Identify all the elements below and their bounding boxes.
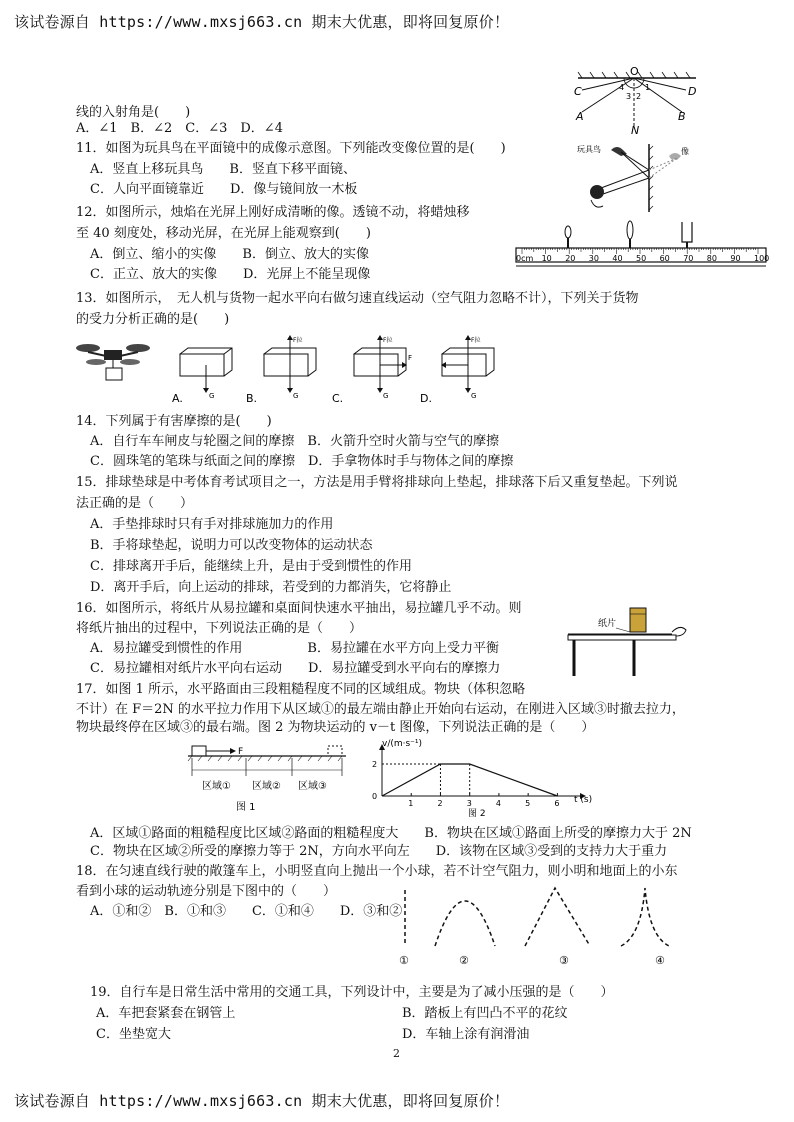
q10-label-O: O [630, 65, 639, 78]
q17-stem-3: 物块最终停在区域③的最右端。图 2 为物块运动的 v－t 图像，下列说法正确的是（ ） [76, 720, 595, 735]
vt-x-tick-label: 6 [554, 799, 560, 808]
q10-label-D: D [688, 85, 697, 98]
option-b-lift: F拉 [293, 337, 303, 344]
q16-label-paper: 纸片 [598, 619, 617, 629]
q11-options-cd: C．人向平面镜靠近 D．像与镜间放一木板 [90, 182, 358, 197]
q13-stem-2: 的受力分析正确的是( ) [76, 312, 230, 327]
vt-x-tick-label: 1 [408, 799, 414, 808]
q18-mark-4: ④ [655, 954, 665, 967]
q14-stem: 14．下列属于有害摩擦的是( ) [76, 414, 272, 429]
ruler-tick-label: 10 [541, 254, 552, 263]
vt-xlabel: t (s) [574, 795, 593, 805]
q16-options-cd: C．易拉罐相对纸片水平向右运动 D．易拉罐受到水平向右的摩擦力 [90, 661, 501, 676]
ruler-tick-label: 0cm [516, 254, 534, 263]
ruler-tick-label: 60 [659, 254, 670, 263]
q14-options-ab: A．自行车车闸皮与轮圈之间的摩擦 B．火箭升空时火箭与空气的摩擦 [90, 434, 499, 449]
q17-stem-2: 不计）在 F＝2N 的水平拉力作用下从区域①的最左端由静止开始向右运动，在刚进入区域③时撤去拉力， [76, 702, 685, 717]
q10-label-N: N [631, 124, 640, 137]
option-a-gravity: G [209, 392, 215, 400]
q10-label-A: A [576, 110, 584, 123]
vt-title: 图 2 [468, 809, 486, 819]
q18-trajectories [395, 886, 695, 966]
q15-option-d: D．离开手后，向上运动的排球，若受到的力都消失，它将静止 [90, 580, 452, 595]
vt-ylabel: v/(m·s⁻¹) [382, 739, 423, 749]
q18-mark-1: ① [399, 954, 409, 967]
ruler-tick-label: 80 [706, 254, 717, 263]
ruler-tick-label: 90 [730, 254, 741, 263]
q12-options-ab: A．倒立、缩小的实像 B．倒立、放大的实像 [90, 247, 369, 262]
page-number: 2 [393, 1047, 400, 1060]
q11-options-ab: A．竖直上移玩具鸟 B．竖直下移平面镜、 [90, 162, 356, 177]
vt-y-tick-label: 0 [372, 792, 378, 801]
q16-stem-2: 将纸片抽出的过程中，下列说法正确的是（ ） [76, 621, 363, 636]
option-c-gravity: G [383, 392, 389, 400]
q18-options: A．①和② B．①和③ C．①和④ D．③和② [90, 904, 403, 919]
option-d-diagram [420, 335, 494, 405]
q10-angle-2: 2 [636, 92, 642, 101]
q12-optical-bench [512, 218, 774, 272]
ruler-tick-label: 30 [588, 254, 599, 263]
q15-option-b: B．手将球垫起，说明力可以改变物体的运动状态 [90, 538, 373, 553]
q10-label-C: C [574, 85, 582, 98]
vt-x-tick-label: 5 [525, 799, 531, 808]
q17-options-ab: A．区域①路面的粗糙程度比区域②路面的粗糙程度大 B．物块在区域①路面上所受的摩擦力大于 2N [90, 826, 692, 841]
q11-label-image: 像 [681, 147, 689, 156]
q12-stem-1: 12．如图所示，烛焰在光屏上刚好成清晰的像。透镜不动，将蜡烛移 [76, 205, 470, 220]
q19-option-b: B．踏板上有凹凸不平的花纹 [402, 1006, 568, 1021]
q16-can-table-diagram [568, 608, 688, 680]
ruler-tick-label: 20 [565, 254, 576, 263]
option-d-label: D. [420, 392, 432, 405]
q18-mark-2: ② [459, 954, 469, 967]
q13-stem-1: 13．如图所示， 无人机与货物一起水平向右做匀速直线运动（空气阻力忽略不计），下列关于货物 [76, 291, 639, 306]
vt-x-tick-label: 3 [466, 799, 472, 808]
option-a-diagram [172, 348, 232, 405]
vt-x-tick-label: 4 [495, 799, 502, 808]
q17-vt-chart [362, 736, 602, 818]
q19-option-c: C．坐垫宽大 [96, 1027, 171, 1042]
q10-label-B: B [678, 110, 686, 123]
q15-option-c: C．排球离开手后，能继续上升，是由于受到惯性的作用 [90, 559, 412, 574]
option-a-label: A. [172, 392, 183, 405]
q18-stem-1: 18．在匀速直线行驶的敞篷车上，小明竖直向上抛出一个小球，若不计空气阻力，则小明和地面上的小东 [76, 864, 678, 879]
drone-with-cargo [76, 344, 150, 380]
option-c-lift: F拉 [383, 337, 393, 344]
q11-label-bird: 玩具鸟 [577, 145, 601, 154]
q15-option-a: A．手垫排球时只有手对排球施加力的作用 [90, 517, 334, 532]
q16-stem-1: 16．如图所示，将纸片从易拉罐和桌面间快速水平抽出，易拉罐几乎不动。则 [76, 601, 522, 616]
q10-angle-4: 4 [619, 83, 625, 92]
q10-options: A．∠1 B．∠2 C．∠3 D．∠4 [76, 121, 283, 136]
q17-fig1-zone2: 区域② [252, 781, 281, 792]
q14-options-cd: C．圆珠笔的笔珠与纸面之间的摩擦 D．手拿物体时手与物体之间的摩擦 [90, 454, 514, 469]
ruler-tick-label: 100 [754, 254, 770, 263]
q11-mirror-bird-diagram [577, 142, 697, 214]
q19-option-d: D．车轴上涂有润滑油 [402, 1027, 530, 1042]
q10-angle-3: 3 [626, 92, 632, 101]
q19-option-a: A．车把套紧套在钢管上 [96, 1006, 236, 1021]
ruler-tick-label: 50 [636, 254, 647, 263]
option-b-label: B. [246, 392, 258, 405]
q17-fig1-zone3: 区域③ [298, 781, 327, 792]
option-d-lift: F拉 [471, 337, 481, 344]
vt-x-tick-label: 2 [437, 799, 443, 808]
ruler-tick-label: 40 [612, 254, 623, 263]
q10-tail: 线的入射角是( ) [76, 105, 191, 120]
option-c-diagram [332, 335, 412, 405]
q15-stem-2: 法正确的是（ ） [76, 496, 194, 511]
page-footer: 该试卷源自 https://www.mxsj663.cn 期末大优惠，即将回复原价！ [14, 1092, 510, 1110]
q12-stem-2: 至 40 刻度处，移动光屏，在光屏上能观察到( ) [76, 226, 371, 241]
q17-figure-1 [188, 742, 348, 812]
q15-stem: 15．排球垫球是中考体育考试项目之一，方法是用手臂将排球向上垫起，排球落下后又重复垫起。下列说 [76, 475, 678, 490]
q18-stem-2: 看到小球的运动轨迹分别是下图中的（ ） [76, 884, 337, 899]
q18-mark-3: ③ [559, 954, 569, 967]
q17-fig1-zone1: 区域① [202, 781, 231, 792]
q17-options-cd: C．物块在区域②所受的摩擦力等于 2N，方向水平向左 D．该物在区域③受到的支持力大于重力 [90, 844, 668, 859]
q12-options-cd: C．正立、放大的实像 D．光屏上不能呈现像 [90, 267, 371, 282]
vt-y-tick-label: 2 [372, 760, 378, 769]
option-c-label: C. [332, 392, 344, 405]
q17-stem-1: 17．如图 1 所示，水平路面由三段粗糙程度不同的区域组成。物块（体积忽略 [76, 682, 526, 697]
q17-fig1-force: F [238, 747, 244, 757]
ruler-tick-label: 70 [683, 254, 694, 263]
option-c-f: F [408, 354, 413, 362]
q10-mirror-diagram [572, 65, 702, 137]
page-header: 该试卷源自 https://www.mxsj663.cn 期末大优惠，即将回复原价！ [14, 13, 510, 31]
option-d-gravity: G [471, 392, 477, 400]
option-b-diagram [246, 335, 316, 405]
q19-stem: 19．自行车是日常生活中常用的交通工具，下列设计中，主要是为了减小压强的是（ ） [90, 985, 614, 1000]
q16-options-ab: A．易拉罐受到惯性的作用 B．易拉罐在水平方向上受力平衡 [90, 641, 499, 656]
q13-diagrams [76, 330, 506, 410]
option-b-gravity: G [293, 392, 299, 400]
q10-angle-1: 1 [645, 83, 651, 92]
q17-fig1-caption: 图 1 [236, 802, 256, 813]
q11-stem: 11．如图为玩具鸟在平面镜中的成像示意图。下列能改变像位置的是( ) [76, 141, 506, 156]
